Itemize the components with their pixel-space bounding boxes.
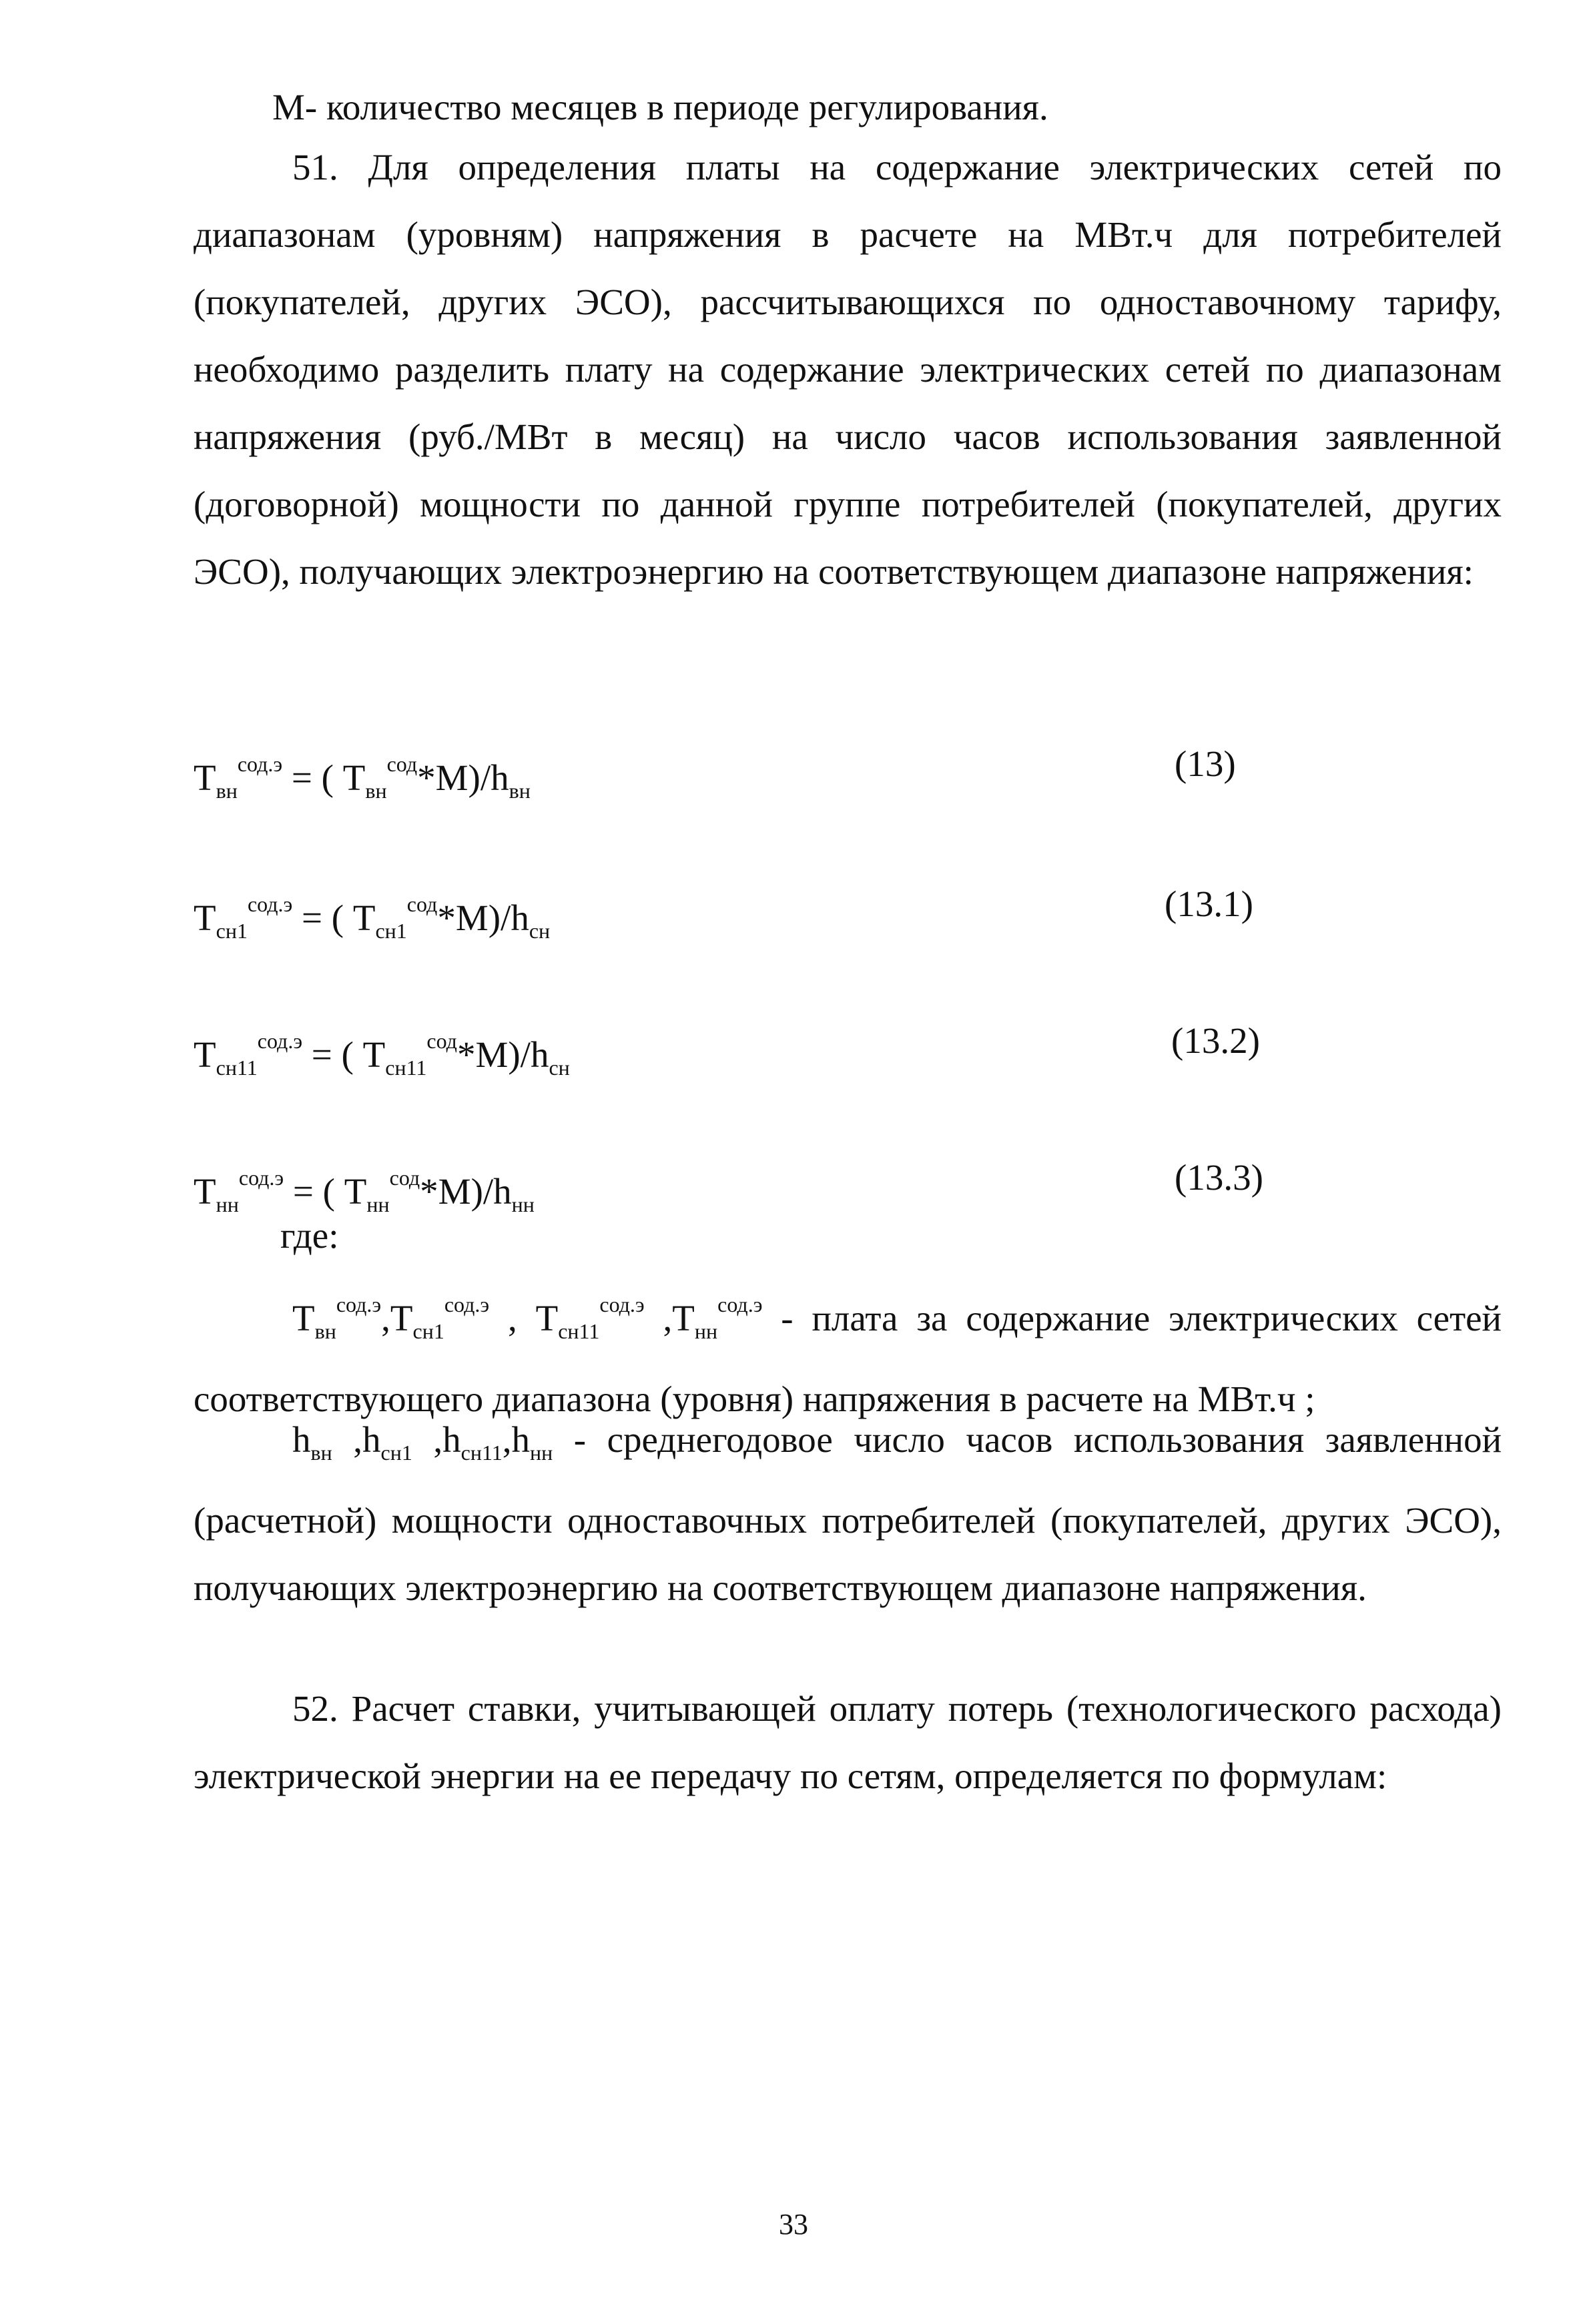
formula-13-1: $Т_{сн1}^{сод.э}$ = ( $Т_{сн1}^{сод}*М)/h_{сн}$ (194, 892, 551, 943)
formula-13-3-number: (13.3) (1175, 1157, 1263, 1198)
formula-13: $Т_{вн}^{сод.э}$ = ( $Т_{вн}^{сод}*М)/h_{вн}$ (194, 752, 531, 803)
paragraph-51: 51. Для определения платы на содержание электрических сетей по диапазонам (уровням) напряжения в расчете на МВт.ч для потребителей (покупателей, других ЭСО), рассчитывающихся по одноставочному тарифу, необходимо разделить плату на содержание электрических сетей по диапазонам напряжения (руб./МВт в месяц) на число часов использования заявленной (договорной) мощности по данной группе потребителей (покупателей, других ЭСО), получающих электроэнергию на соответствующем диапазоне напряжения: (194, 147, 1502, 592)
formula-13-2: $Т_{сн11}^{сод.э}$ = ( $Т_{сн11}^{сод}*М)/h_{сн}$ (194, 1029, 570, 1080)
paragraph-52: 52. Расчет ставки, учитывающей оплату потерь (технологического расхода) электрической энергии на ее передачу по сетям, определяется по формулам: (194, 1688, 1502, 1796)
page-number: 33 (779, 2208, 808, 2241)
formula-13-2-number: (13.2) (1171, 1020, 1260, 1061)
definition-hours: $h_{вн}$ $,h_{сн1}$ $,h_{сн11},h_{нн}$ - среднегодовое число часов использования заявленной (расчетной) мощности одноставочных потребителей (покупателей, других ЭСО), получающих электроэнергию на соответствующем диапазоне напряжения. (194, 1419, 1502, 1608)
where-label: где: (280, 1215, 339, 1256)
formula-13-number: (13) (1175, 743, 1236, 784)
intro-line: М- количество месяцев в периоде регулирования. (272, 87, 1048, 127)
formula-13-3: $Т_{нн}^{сод.э}$ = ( $Т_{нн}^{сод}*М)/h_{нн}$ (194, 1166, 535, 1216)
definition-tariffs: $Т_{вн}^{сод.э},Т_{сн1}^{сод.э}$ , $Т_{сн11}^{сод.э}$ $,Т_{нн}^{сод.э}$ - плата за содержание электрических сетей соответствующего диапазона (уровня) напряжения в расчете на МВт.ч ; (194, 1292, 1502, 1419)
formula-13-1-number: (13.1) (1165, 883, 1253, 924)
